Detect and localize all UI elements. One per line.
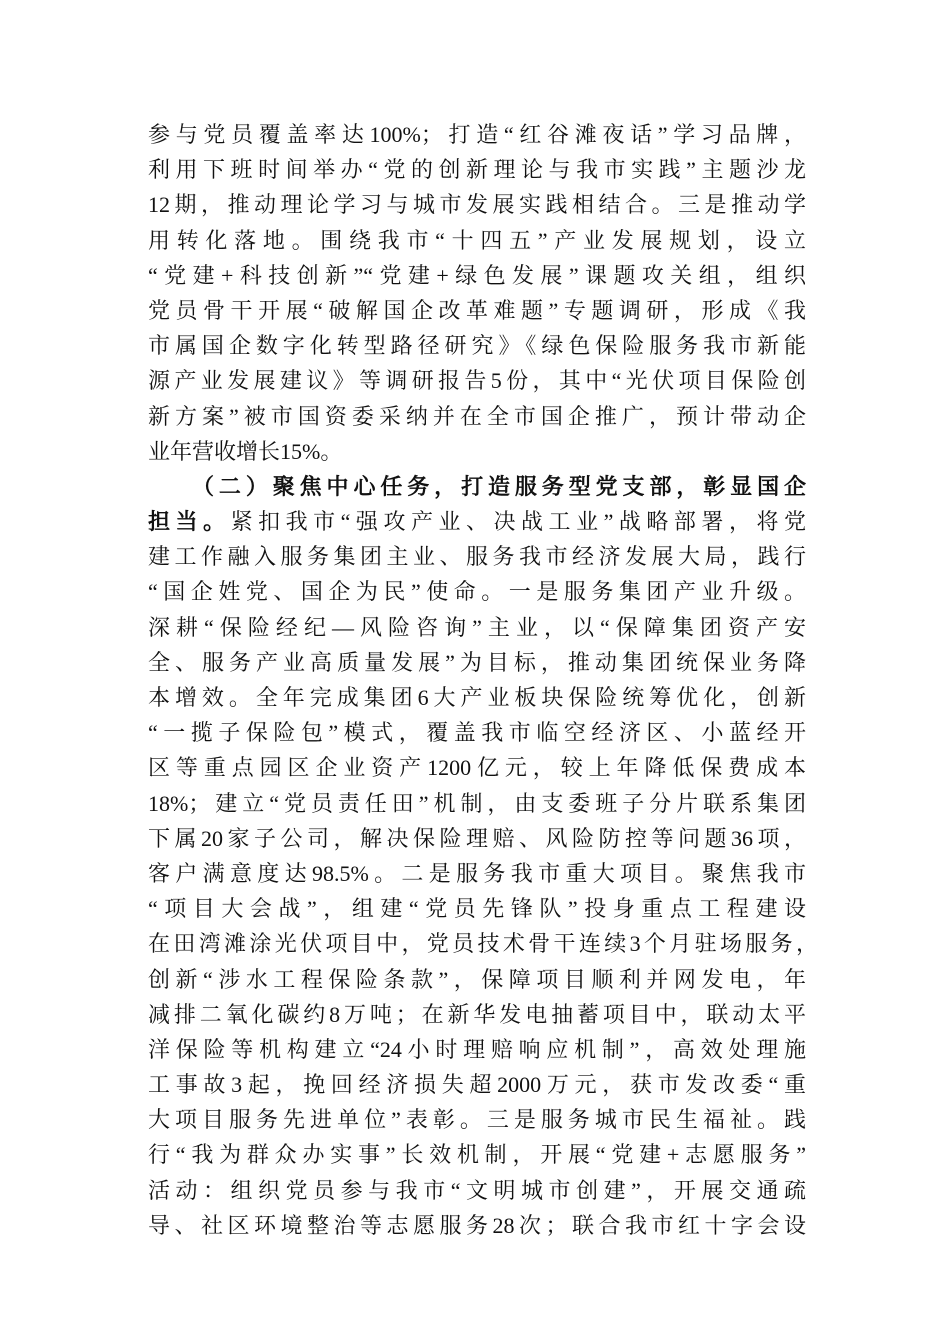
text-line: 全、服务产业高质量发展”为目标，推动集团统保业务降 [148,649,806,675]
text-line: 大项目服务先进单位”表彰。三是服务城市民生福祉。践 [148,1107,806,1133]
text-line: 党员骨干开展“破解国企改革难题”专题调研，形成《我 [148,297,806,323]
text-line: “党建+科技创新”“党建+绿色发展”课题攻关组，组织 [148,262,806,288]
text-line: 利用下班时间举办“党的创新理论与我市实践”主题沙龙 [148,157,806,183]
text-line [148,504,806,539]
text-line: 区等重点园区企业资产1200亿元，较上年降低保费成本 [148,755,806,781]
text-line: 行“我为群众办实事”长效机制，开展“党建+志愿服务” [148,1142,806,1168]
text-line: 导、社区环境整治等志愿服务28次；联合我市红十字会设 [148,1212,806,1238]
section-heading-end: 担当。 [148,509,231,535]
text-line: 工事故3起，挽回经济损失超2000万元，获市发改委“重 [148,1072,806,1098]
text-line: 客户满意度达98.5%。二是服务我市重大项目。聚焦我市 [148,860,806,886]
section-heading: （二）聚焦中心任务，打造服务型党支部，彰显国企 [192,473,806,499]
text-line: 12期，推动理论学习与城市发展实践相结合。三是推动学 [148,192,806,218]
text-line: 新方案”被市国资委采纳并在全市国企推广，预计带动企 [148,403,806,429]
text-line: 本增效。全年完成集团6大产业板块保险统筹优化，创新 [148,685,806,710]
text-line: 下属20家子公司，解决保险理赔、风险防控等问题36项， [148,825,806,851]
text-line: “一揽子保险包”模式，覆盖我市临空经济区、小蓝经开 [148,720,806,746]
text-line: 源产业发展建议》等调研报告5份，其中“光伏项目保险创 [148,368,806,394]
text-line: 创新“涉水工程保险条款”，保障项目顺利并网发电，年 [148,966,806,992]
text-line: 业年营收增长15%。 [148,438,343,464]
text-line: 洋保险等机构建立“24小时理赔响应机制”，高效处理施 [148,1036,806,1062]
text-line: 市属国企数字化转型路径研究》《绿色保险服务我市新能 [148,333,806,359]
body-text [148,117,818,1243]
text-line: 用转化落地。围绕我市“十四五”产业发展规划，设立 [148,227,806,253]
text-segment: 紧扣我市“强攻产业、决战工业”战略部署，将党 [230,509,806,535]
text-line: 深耕“保险经纪—风险咨询”主业，以“保障集团资产安 [148,614,806,640]
text-line: “项目大会战”，组建“党员先锋队”投身重点工程建设 [148,896,806,922]
text-line: 活动：组织党员参与我市“文明城市创建”，开展交通疏 [148,1177,806,1203]
text-line: 18%；建立“党员责任田”机制，由支委班子分片联系集团 [148,790,806,816]
text-line: 在田湾滩涂光伏项目中，党员技术骨干连续3个月驻场服务， [148,931,818,957]
text-line: 建工作融入服务集团主业、服务我市经济发展大局，践行 [148,544,806,570]
text-line: “国企姓党、国企为民”使命。一是服务集团产业升级。 [148,579,806,605]
text-line: 减排二氧化碳约8万吨；在新华发电抽蓄项目中，联动太平 [148,1001,806,1027]
text-line: 参与党员覆盖率达100%；打造“红谷滩夜话”学习品牌， [148,122,806,147]
